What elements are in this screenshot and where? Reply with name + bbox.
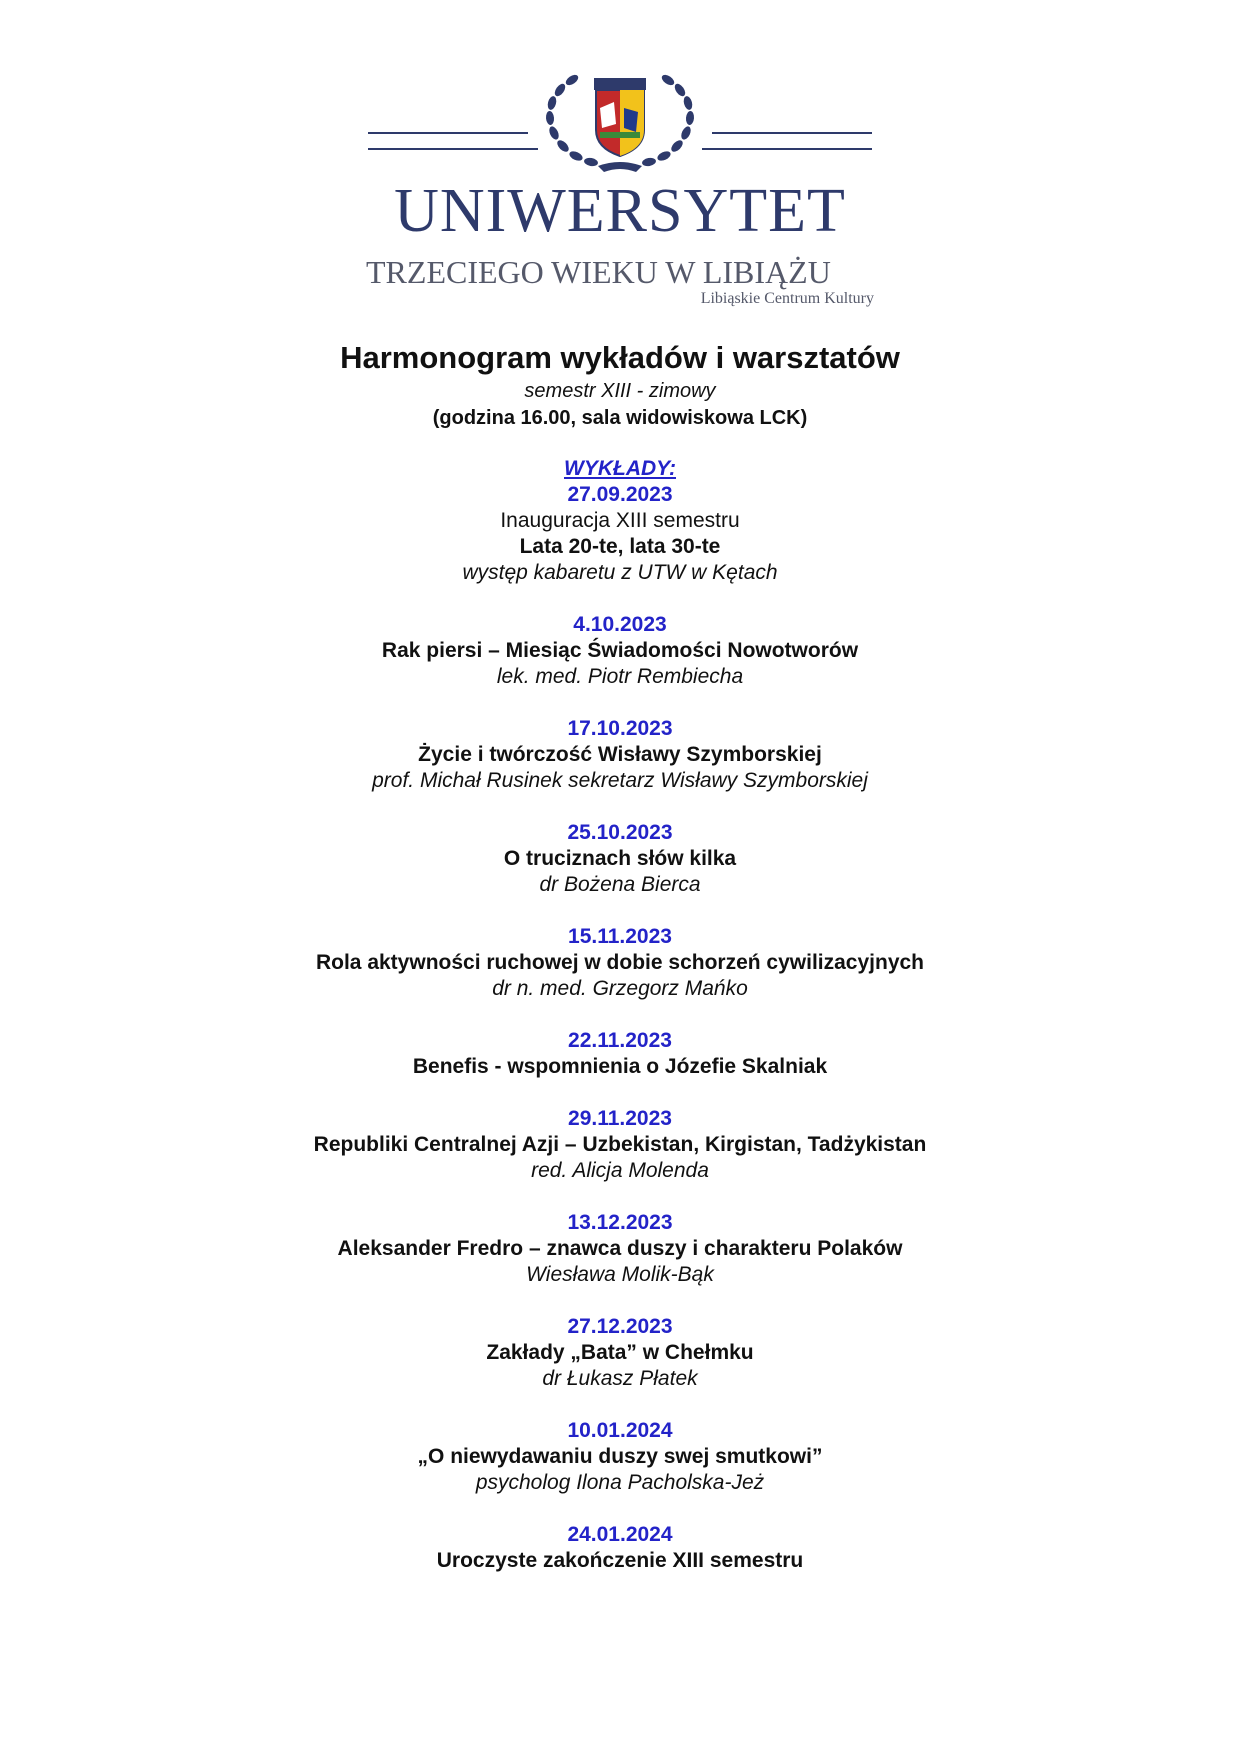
event-date: 4.10.2023 [573,613,667,636]
event-line: Inauguracja XIII semestru [500,509,740,532]
page-title: Harmonogram wykładów i warsztatów [340,340,900,375]
events-list [0,482,1240,1574]
event-line: Zakłady „Bata” w Chełmku [486,1341,754,1364]
event-item [0,1522,1240,1574]
event-item [0,1106,1240,1184]
event-line: Aleksander Fredro – znawca duszy i charakteru Polaków [337,1237,903,1260]
event-line: „O niewydawaniu duszy swej smutkowi” [417,1445,823,1468]
event-item [0,1418,1240,1496]
event-line: red. Alicja Molenda [531,1159,709,1182]
event-item [0,1314,1240,1392]
event-line: Benefis - wspomnienia o Józefie Skalniak [412,1055,828,1078]
event-line: prof. Michał Rusinek sekretarz Wisławy Szymborskiej [372,769,868,792]
section-title: WYKŁADY: [564,457,676,480]
event-line: Wiesława Molik-Bąk [526,1263,714,1286]
event-item [0,820,1240,898]
event-date: 13.12.2023 [567,1211,673,1234]
event-line: Uroczyste zakończenie XIII semestru [436,1549,804,1572]
event-line: dr Bożena Bierca [539,873,701,896]
event-date: 24.01.2024 [567,1523,673,1546]
event-date: 25.10.2023 [567,821,673,844]
event-line: Rola aktywności ruchowej w dobie schorzeń cywilizacyjnych [315,951,924,974]
event-item [0,612,1240,690]
event-item [0,482,1240,586]
event-line: lek. med. Piotr Rembiecha [496,665,744,688]
event-item [0,1210,1240,1288]
event-line: dr n. med. Grzegorz Mańko [492,977,748,1000]
event-date: 27.09.2023 [567,483,673,506]
event-item [0,924,1240,1002]
event-line: Rak piersi – Miesiąc Świadomości Nowotworów [381,639,859,662]
event-line: dr Łukasz Płatek [542,1367,698,1390]
event-date: 17.10.2023 [567,717,673,740]
event-line: Życie i twórczość Wisławy Szymborskiej [418,743,822,766]
time-place-label: (godzina 16.00, sala widowiskowa LCK) [432,407,808,429]
event-line: Lata 20-te, lata 30-te [519,535,721,558]
event-line: występ kabaretu z UTW w Kętach [462,561,778,584]
event-date: 15.11.2023 [568,925,672,948]
logo-organization: Libiąskie Centrum Kultury [700,290,874,307]
event-date: 10.01.2024 [567,1419,673,1442]
logo-title: UNIWERSYTET [394,177,846,245]
university-logo [360,68,880,318]
logo-subtitle: TRZECIEGO WIEKU W LIBIĄŻU [366,254,831,290]
event-line: Republiki Centralnej Azji – Uzbekistan, Kirgistan, Tadżykistan [313,1133,927,1156]
event-item [0,1028,1240,1080]
semester-label: semestr XIII - zimowy [524,380,716,402]
event-line: O truciznach słów kilka [503,847,737,870]
event-item [0,716,1240,794]
event-line: psycholog Ilona Pacholska-Jeż [475,1471,765,1494]
schedule [0,338,1240,1600]
event-date: 27.12.2023 [567,1315,673,1338]
event-date: 29.11.2023 [568,1107,672,1130]
event-date: 22.11.2023 [568,1029,672,1052]
